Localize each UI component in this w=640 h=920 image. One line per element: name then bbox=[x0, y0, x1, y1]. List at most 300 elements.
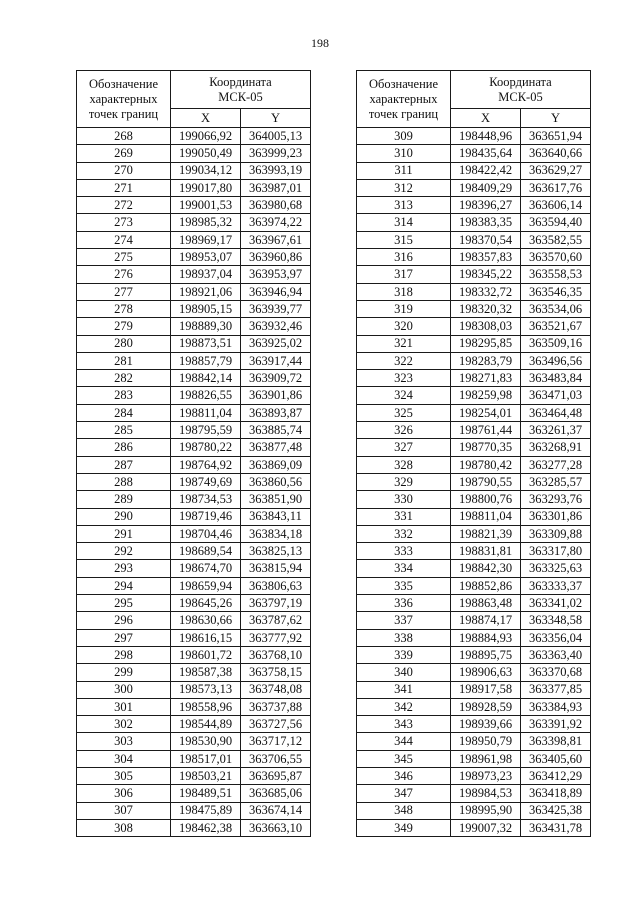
header-label-line: точек границ bbox=[368, 106, 439, 121]
table-row bbox=[357, 249, 591, 266]
y-value-cell: 363787,62 bbox=[241, 612, 311, 629]
point-number-cell: 293 bbox=[77, 560, 171, 577]
x-value-cell: 198889,30 bbox=[171, 318, 241, 335]
point-number-cell: 330 bbox=[357, 491, 451, 508]
table-row bbox=[357, 525, 591, 542]
x-value-cell: 198811,04 bbox=[451, 508, 521, 525]
y-value-cell: 363717,12 bbox=[241, 733, 311, 750]
x-value-cell: 198448,96 bbox=[451, 128, 521, 145]
y-value-cell: 363974,22 bbox=[241, 214, 311, 231]
x-value-cell: 198917,58 bbox=[451, 681, 521, 698]
y-value-cell: 363356,04 bbox=[521, 629, 591, 646]
x-value-cell: 198826,55 bbox=[171, 387, 241, 404]
point-number-cell: 328 bbox=[357, 456, 451, 473]
point-number-cell: 334 bbox=[357, 560, 451, 577]
table-body bbox=[357, 128, 591, 837]
table-row bbox=[357, 422, 591, 439]
y-value-cell: 363558,53 bbox=[521, 266, 591, 283]
point-number-cell: 338 bbox=[357, 629, 451, 646]
y-value-cell: 363398,81 bbox=[521, 733, 591, 750]
x-value-cell: 198884,93 bbox=[451, 629, 521, 646]
y-value-cell: 363377,85 bbox=[521, 681, 591, 698]
y-value-cell: 363806,63 bbox=[241, 577, 311, 594]
header-y: Y bbox=[241, 109, 311, 128]
point-number-cell: 278 bbox=[77, 300, 171, 317]
x-value-cell: 198734,53 bbox=[171, 491, 241, 508]
point-number-cell: 339 bbox=[357, 646, 451, 663]
x-value-cell: 198645,26 bbox=[171, 595, 241, 612]
point-number-cell: 298 bbox=[77, 646, 171, 663]
x-value-cell: 198842,30 bbox=[451, 560, 521, 577]
point-number-cell: 348 bbox=[357, 802, 451, 819]
table-row bbox=[357, 750, 591, 767]
point-number-cell: 297 bbox=[77, 629, 171, 646]
x-value-cell: 198357,83 bbox=[451, 249, 521, 266]
y-value-cell: 363412,29 bbox=[521, 767, 591, 784]
y-value-cell: 363405,60 bbox=[521, 750, 591, 767]
point-number-cell: 321 bbox=[357, 335, 451, 352]
point-number-cell: 300 bbox=[77, 681, 171, 698]
table-row bbox=[357, 266, 591, 283]
x-value-cell: 198475,89 bbox=[171, 802, 241, 819]
y-value-cell: 363695,87 bbox=[241, 767, 311, 784]
y-value-cell: 363932,46 bbox=[241, 318, 311, 335]
table-row bbox=[77, 767, 311, 784]
table-row bbox=[357, 681, 591, 698]
header-label-line: характерных bbox=[89, 91, 158, 106]
x-value-cell: 198795,59 bbox=[171, 422, 241, 439]
table-row bbox=[357, 543, 591, 560]
point-number-cell: 281 bbox=[77, 352, 171, 369]
x-value-cell: 198906,63 bbox=[451, 664, 521, 681]
point-number-cell: 308 bbox=[77, 819, 171, 836]
header-label-line: Обозначение bbox=[88, 76, 159, 91]
table-row bbox=[357, 629, 591, 646]
point-number-cell: 332 bbox=[357, 525, 451, 542]
table-row bbox=[357, 508, 591, 525]
table-row bbox=[357, 439, 591, 456]
table-row bbox=[77, 819, 311, 836]
y-value-cell: 363987,01 bbox=[241, 179, 311, 196]
y-value-cell: 363685,06 bbox=[241, 785, 311, 802]
point-number-cell: 342 bbox=[357, 698, 451, 715]
table-row bbox=[357, 646, 591, 663]
y-value-cell: 363546,35 bbox=[521, 283, 591, 300]
point-number-cell: 336 bbox=[357, 595, 451, 612]
table-row bbox=[77, 612, 311, 629]
x-value-cell: 198674,70 bbox=[171, 560, 241, 577]
x-value-cell: 198462,38 bbox=[171, 819, 241, 836]
point-number-cell: 323 bbox=[357, 370, 451, 387]
y-value-cell: 363325,63 bbox=[521, 560, 591, 577]
point-number-cell: 283 bbox=[77, 387, 171, 404]
point-number-cell: 346 bbox=[357, 767, 451, 784]
point-number-cell: 273 bbox=[77, 214, 171, 231]
x-value-cell: 198409,29 bbox=[451, 179, 521, 196]
table-row bbox=[77, 595, 311, 612]
point-number-cell: 326 bbox=[357, 422, 451, 439]
y-value-cell: 363993,19 bbox=[241, 162, 311, 179]
y-value-cell: 363980,68 bbox=[241, 197, 311, 214]
x-value-cell: 198790,55 bbox=[451, 473, 521, 490]
x-value-cell: 198928,59 bbox=[451, 698, 521, 715]
y-value-cell: 363617,76 bbox=[521, 179, 591, 196]
table-row bbox=[357, 404, 591, 421]
point-number-cell: 319 bbox=[357, 300, 451, 317]
point-number-cell: 279 bbox=[77, 318, 171, 335]
table-row bbox=[77, 577, 311, 594]
table-row bbox=[357, 352, 591, 369]
table-row bbox=[77, 145, 311, 162]
point-number-cell: 303 bbox=[77, 733, 171, 750]
y-value-cell: 363363,40 bbox=[521, 646, 591, 663]
table-row bbox=[77, 387, 311, 404]
table-row bbox=[357, 335, 591, 352]
point-number-cell: 343 bbox=[357, 716, 451, 733]
table-row bbox=[357, 664, 591, 681]
point-number-cell: 329 bbox=[357, 473, 451, 490]
point-number-cell: 270 bbox=[77, 162, 171, 179]
point-number-cell: 299 bbox=[77, 664, 171, 681]
point-number-cell: 325 bbox=[357, 404, 451, 421]
point-number-cell: 307 bbox=[77, 802, 171, 819]
point-number-cell: 301 bbox=[77, 698, 171, 715]
table-row bbox=[357, 595, 591, 612]
x-value-cell: 198973,23 bbox=[451, 767, 521, 784]
y-value-cell: 363391,92 bbox=[521, 716, 591, 733]
point-number-cell: 335 bbox=[357, 577, 451, 594]
x-value-cell: 198749,69 bbox=[171, 473, 241, 490]
x-value-cell: 198616,15 bbox=[171, 629, 241, 646]
y-value-cell: 363348,58 bbox=[521, 612, 591, 629]
table-row bbox=[77, 214, 311, 231]
x-value-cell: 198489,51 bbox=[171, 785, 241, 802]
table-row bbox=[357, 819, 591, 836]
y-value-cell: 363797,19 bbox=[241, 595, 311, 612]
table-row bbox=[77, 698, 311, 715]
point-number-cell: 316 bbox=[357, 249, 451, 266]
table-row bbox=[77, 370, 311, 387]
x-value-cell: 198811,04 bbox=[171, 404, 241, 421]
y-value-cell: 363663,10 bbox=[241, 819, 311, 836]
point-number-cell: 327 bbox=[357, 439, 451, 456]
point-number-cell: 312 bbox=[357, 179, 451, 196]
x-value-cell: 198969,17 bbox=[171, 231, 241, 248]
table-body bbox=[77, 128, 311, 837]
table-row bbox=[77, 491, 311, 508]
y-value-cell: 363917,44 bbox=[241, 352, 311, 369]
y-value-cell: 363960,86 bbox=[241, 249, 311, 266]
y-value-cell: 363893,87 bbox=[241, 404, 311, 421]
x-value-cell: 198689,54 bbox=[171, 543, 241, 560]
y-value-cell: 363999,23 bbox=[241, 145, 311, 162]
y-value-cell: 363277,28 bbox=[521, 456, 591, 473]
x-value-cell: 198895,75 bbox=[451, 646, 521, 663]
table-row bbox=[357, 560, 591, 577]
y-value-cell: 363293,76 bbox=[521, 491, 591, 508]
table-row bbox=[357, 214, 591, 231]
point-number-cell: 292 bbox=[77, 543, 171, 560]
coordinates-table-right bbox=[356, 70, 591, 837]
point-number-cell: 286 bbox=[77, 439, 171, 456]
table-row bbox=[77, 543, 311, 560]
x-value-cell: 198630,66 bbox=[171, 612, 241, 629]
point-number-cell: 295 bbox=[77, 595, 171, 612]
x-value-cell: 198517,01 bbox=[171, 750, 241, 767]
point-number-cell: 341 bbox=[357, 681, 451, 698]
y-value-cell: 363946,94 bbox=[241, 283, 311, 300]
y-value-cell: 363885,74 bbox=[241, 422, 311, 439]
header-coordinate-line: Координата bbox=[209, 74, 272, 89]
x-value-cell: 198601,72 bbox=[171, 646, 241, 663]
header-label-line: точек границ bbox=[88, 106, 159, 121]
point-number-cell: 340 bbox=[357, 664, 451, 681]
x-value-cell: 198770,35 bbox=[451, 439, 521, 456]
y-value-cell: 363594,40 bbox=[521, 214, 591, 231]
y-value-cell: 363464,48 bbox=[521, 404, 591, 421]
point-number-cell: 289 bbox=[77, 491, 171, 508]
point-number-cell: 347 bbox=[357, 785, 451, 802]
table-row bbox=[357, 491, 591, 508]
y-value-cell: 363640,66 bbox=[521, 145, 591, 162]
table-row bbox=[77, 335, 311, 352]
y-value-cell: 363851,90 bbox=[241, 491, 311, 508]
table-row bbox=[77, 646, 311, 663]
x-value-cell: 198503,21 bbox=[171, 767, 241, 784]
table-row bbox=[77, 802, 311, 819]
x-value-cell: 198764,92 bbox=[171, 456, 241, 473]
table-row bbox=[357, 785, 591, 802]
table-row bbox=[77, 318, 311, 335]
y-value-cell: 363825,13 bbox=[241, 543, 311, 560]
x-value-cell: 198704,46 bbox=[171, 525, 241, 542]
page-number: 198 bbox=[311, 36, 329, 50]
x-value-cell: 198780,42 bbox=[451, 456, 521, 473]
y-value-cell: 363261,37 bbox=[521, 422, 591, 439]
y-value-cell: 363309,88 bbox=[521, 525, 591, 542]
table-row bbox=[357, 145, 591, 162]
y-value-cell: 363758,15 bbox=[241, 664, 311, 681]
header-coordinate-line: Координата bbox=[489, 74, 552, 89]
point-number-cell: 280 bbox=[77, 335, 171, 352]
x-value-cell: 198984,53 bbox=[451, 785, 521, 802]
x-value-cell: 199050,49 bbox=[171, 145, 241, 162]
point-number-cell: 337 bbox=[357, 612, 451, 629]
table-row bbox=[357, 128, 591, 145]
table-row bbox=[77, 681, 311, 698]
x-value-cell: 198345,22 bbox=[451, 266, 521, 283]
point-number-cell: 294 bbox=[77, 577, 171, 594]
y-value-cell: 363629,27 bbox=[521, 162, 591, 179]
y-value-cell: 363570,60 bbox=[521, 249, 591, 266]
header-coordinate bbox=[451, 71, 591, 109]
y-value-cell: 363939,77 bbox=[241, 300, 311, 317]
point-number-cell: 349 bbox=[357, 819, 451, 836]
header-point-label bbox=[357, 71, 451, 128]
header-x: X bbox=[171, 109, 241, 128]
table-row bbox=[77, 283, 311, 300]
x-value-cell: 198995,90 bbox=[451, 802, 521, 819]
point-number-cell: 290 bbox=[77, 508, 171, 525]
point-number-cell: 306 bbox=[77, 785, 171, 802]
x-value-cell: 198821,39 bbox=[451, 525, 521, 542]
y-value-cell: 363777,92 bbox=[241, 629, 311, 646]
x-value-cell: 198295,85 bbox=[451, 335, 521, 352]
y-value-cell: 363674,14 bbox=[241, 802, 311, 819]
point-number-cell: 344 bbox=[357, 733, 451, 750]
point-number-cell: 315 bbox=[357, 231, 451, 248]
point-number-cell: 274 bbox=[77, 231, 171, 248]
y-value-cell: 363301,86 bbox=[521, 508, 591, 525]
point-number-cell: 331 bbox=[357, 508, 451, 525]
x-value-cell: 198780,22 bbox=[171, 439, 241, 456]
point-number-cell: 318 bbox=[357, 283, 451, 300]
x-value-cell: 198544,89 bbox=[171, 716, 241, 733]
table-row bbox=[357, 802, 591, 819]
table-row bbox=[77, 179, 311, 196]
point-number-cell: 333 bbox=[357, 543, 451, 560]
point-number-cell: 287 bbox=[77, 456, 171, 473]
y-value-cell: 363418,89 bbox=[521, 785, 591, 802]
y-value-cell: 363727,56 bbox=[241, 716, 311, 733]
x-value-cell: 198905,15 bbox=[171, 300, 241, 317]
y-value-cell: 363509,16 bbox=[521, 335, 591, 352]
y-value-cell: 363909,72 bbox=[241, 370, 311, 387]
table-row bbox=[77, 473, 311, 490]
y-value-cell: 363860,56 bbox=[241, 473, 311, 490]
y-value-cell: 363877,48 bbox=[241, 439, 311, 456]
x-value-cell: 198857,79 bbox=[171, 352, 241, 369]
coordinates-table-left bbox=[76, 70, 311, 837]
point-number-cell: 305 bbox=[77, 767, 171, 784]
y-value-cell: 363843,11 bbox=[241, 508, 311, 525]
x-value-cell: 199007,32 bbox=[451, 819, 521, 836]
y-value-cell: 363901,86 bbox=[241, 387, 311, 404]
table-row bbox=[357, 197, 591, 214]
point-number-cell: 268 bbox=[77, 128, 171, 145]
x-value-cell: 198937,04 bbox=[171, 266, 241, 283]
y-value-cell: 363925,02 bbox=[241, 335, 311, 352]
x-value-cell: 198719,46 bbox=[171, 508, 241, 525]
table-row bbox=[357, 767, 591, 784]
y-value-cell: 363317,80 bbox=[521, 543, 591, 560]
x-value-cell: 199034,12 bbox=[171, 162, 241, 179]
table-row bbox=[77, 750, 311, 767]
header-point-label bbox=[77, 71, 171, 128]
x-value-cell: 198320,32 bbox=[451, 300, 521, 317]
x-value-cell: 199066,92 bbox=[171, 128, 241, 145]
point-number-cell: 317 bbox=[357, 266, 451, 283]
table-row bbox=[357, 733, 591, 750]
table-row bbox=[77, 664, 311, 681]
x-value-cell: 198573,13 bbox=[171, 681, 241, 698]
y-value-cell: 363967,61 bbox=[241, 231, 311, 248]
point-number-cell: 313 bbox=[357, 197, 451, 214]
table-row bbox=[357, 318, 591, 335]
y-value-cell: 363606,14 bbox=[521, 197, 591, 214]
point-number-cell: 314 bbox=[357, 214, 451, 231]
table-row bbox=[77, 456, 311, 473]
x-value-cell: 199001,53 bbox=[171, 197, 241, 214]
table-row bbox=[77, 525, 311, 542]
x-value-cell: 198558,96 bbox=[171, 698, 241, 715]
x-value-cell: 198852,86 bbox=[451, 577, 521, 594]
x-value-cell: 198873,51 bbox=[171, 335, 241, 352]
header-label-line: характерных bbox=[369, 91, 438, 106]
x-value-cell: 198874,17 bbox=[451, 612, 521, 629]
x-value-cell: 198939,66 bbox=[451, 716, 521, 733]
table-row bbox=[357, 370, 591, 387]
table-row bbox=[357, 162, 591, 179]
x-value-cell: 198842,14 bbox=[171, 370, 241, 387]
y-value-cell: 363768,10 bbox=[241, 646, 311, 663]
point-number-cell: 304 bbox=[77, 750, 171, 767]
table-row bbox=[77, 629, 311, 646]
y-value-cell: 363431,78 bbox=[521, 819, 591, 836]
point-number-cell: 291 bbox=[77, 525, 171, 542]
x-value-cell: 198921,06 bbox=[171, 283, 241, 300]
x-value-cell: 198587,38 bbox=[171, 664, 241, 681]
table-row bbox=[77, 300, 311, 317]
x-value-cell: 198435,64 bbox=[451, 145, 521, 162]
table-row bbox=[357, 473, 591, 490]
y-value-cell: 363815,94 bbox=[241, 560, 311, 577]
table-row bbox=[357, 231, 591, 248]
point-number-cell: 296 bbox=[77, 612, 171, 629]
point-number-cell: 282 bbox=[77, 370, 171, 387]
point-number-cell: 311 bbox=[357, 162, 451, 179]
table-row bbox=[77, 197, 311, 214]
x-value-cell: 198271,83 bbox=[451, 370, 521, 387]
x-value-cell: 198659,94 bbox=[171, 577, 241, 594]
y-value-cell: 363582,55 bbox=[521, 231, 591, 248]
y-value-cell: 363496,56 bbox=[521, 352, 591, 369]
y-value-cell: 363341,02 bbox=[521, 595, 591, 612]
table-row bbox=[357, 179, 591, 196]
y-value-cell: 363748,08 bbox=[241, 681, 311, 698]
table-row bbox=[77, 266, 311, 283]
header-coordinate-line: МСК-05 bbox=[218, 89, 263, 104]
point-number-cell: 324 bbox=[357, 387, 451, 404]
y-value-cell: 363471,03 bbox=[521, 387, 591, 404]
y-value-cell: 363737,88 bbox=[241, 698, 311, 715]
x-value-cell: 198308,03 bbox=[451, 318, 521, 335]
x-value-cell: 198985,32 bbox=[171, 214, 241, 231]
point-number-cell: 322 bbox=[357, 352, 451, 369]
x-value-cell: 198283,79 bbox=[451, 352, 521, 369]
header-y: Y bbox=[521, 109, 591, 128]
x-value-cell: 198950,79 bbox=[451, 733, 521, 750]
x-value-cell: 198370,54 bbox=[451, 231, 521, 248]
table-row bbox=[77, 785, 311, 802]
header-coordinate-line: МСК-05 bbox=[498, 89, 543, 104]
point-number-cell: 288 bbox=[77, 473, 171, 490]
x-value-cell: 198254,01 bbox=[451, 404, 521, 421]
table-row bbox=[357, 577, 591, 594]
y-value-cell: 363285,57 bbox=[521, 473, 591, 490]
y-value-cell: 363953,97 bbox=[241, 266, 311, 283]
point-number-cell: 302 bbox=[77, 716, 171, 733]
y-value-cell: 363268,91 bbox=[521, 439, 591, 456]
point-number-cell: 277 bbox=[77, 283, 171, 300]
point-number-cell: 271 bbox=[77, 179, 171, 196]
x-value-cell: 198259,98 bbox=[451, 387, 521, 404]
table-row bbox=[357, 612, 591, 629]
point-number-cell: 309 bbox=[357, 128, 451, 145]
x-value-cell: 198831,81 bbox=[451, 543, 521, 560]
point-number-cell: 275 bbox=[77, 249, 171, 266]
point-number-cell: 310 bbox=[357, 145, 451, 162]
